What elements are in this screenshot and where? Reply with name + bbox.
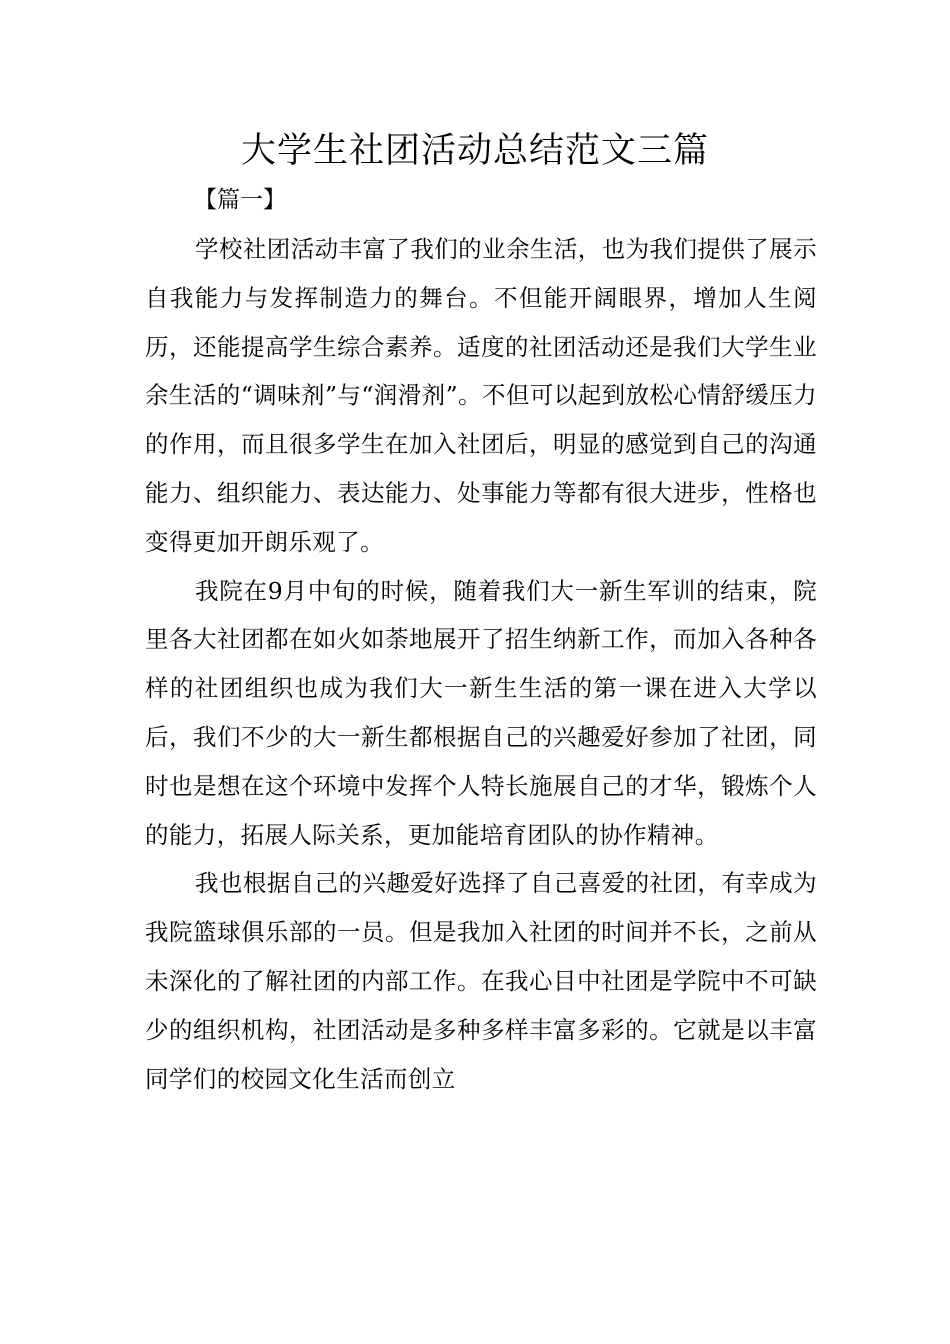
document-body xyxy=(145,225,817,1103)
document-title: 大学生社团活动总结范文三篇 xyxy=(240,131,709,171)
paragraph-3: 我也根据自己的兴趣爱好选择了自己喜爱的社团，有幸成为我院篮球俱乐部的一员。但是我加入社团的时间并不长，之前从未深化的了解社团的内部工作。在我心目中社团是学院中不可缺少的组织机构，社团活动是多种多样丰富多彩的。它就是以丰富同学们的校园文化生活而创立 xyxy=(145,869,817,1093)
paragraph-1: 学校社团活动丰富了我们的业余生活，也为我们提供了展示自我能力与发挥制造力的舞台。不但能开阔眼界，增加人生阅历，还能提高学生综合素养。适度的社团活动还是我们大学生业余生活的“调味剂”与“润滑剂”。不但可以起到放松心情舒缓压力的作用，而且很多学生在加入社团后，明显的感觉到自己的沟通能力、组织能力、表达能力、处事能力等都有很大进步，性格也变得更加开朗乐观了。 xyxy=(145,235,817,556)
section-label: 【篇一】 xyxy=(194,187,286,213)
paragraph-2: 我院在9月中旬的时候，随着我们大一新生军训的结束，院里各大社团都在如火如荼地展开了招生纳新工作，而加入各种各样的社团组织也成为我们大一新生生活的第一课在进入大学以后，我们不少的大一新生都根据自己的兴趣爱好参加了社团，同时也是想在这个环境中发挥个人特长施展自己的才华，锻炼个人的能力，拓展人际关系，更加能培育团队的协作精神。 xyxy=(145,576,817,849)
